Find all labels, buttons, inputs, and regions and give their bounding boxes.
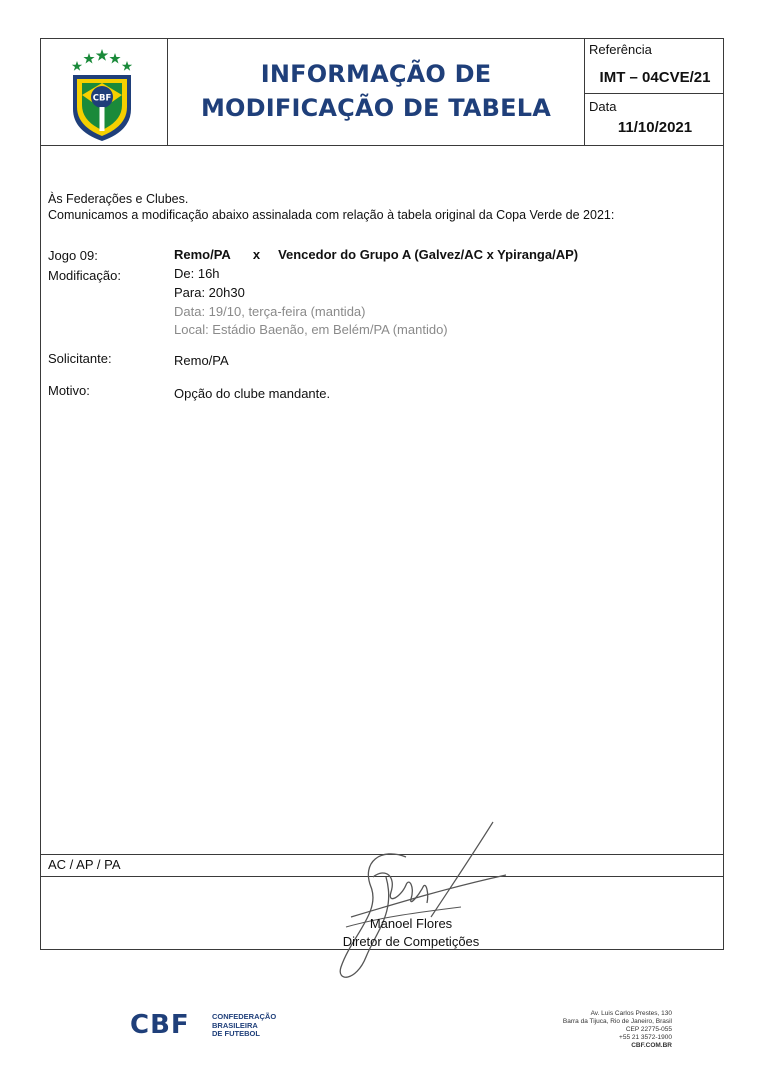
home-team: Remo/PA (174, 247, 231, 262)
distribution-states: AC / AP / PA (48, 857, 121, 872)
game-label: Jogo 09: (48, 248, 98, 263)
modification-date: Data: 19/10, terça-feira (mantida) (174, 304, 366, 319)
modification-label: Modificação: (48, 268, 121, 283)
date-label: Data (589, 99, 617, 114)
address-line-2: Barra da Tijuca, Rio de Janeiro, Brasil (562, 1018, 672, 1025)
organization-name (212, 1013, 276, 1039)
intro-text (48, 191, 614, 223)
intro-line-1: Às Federações e Clubes. (48, 192, 189, 206)
cbf-crest-icon (67, 47, 137, 143)
org-line-2: BRASILEIRA (212, 1020, 258, 1030)
reference-date-divider (584, 93, 723, 94)
signature-icon (311, 817, 511, 987)
reference-value: IMT – 04CVE/21 (599, 69, 711, 86)
away-team: Vencedor do Grupo A (Galvez/AC x Ypiranga/AP) (278, 247, 579, 262)
footer-address (563, 1010, 672, 1050)
org-line-1: CONFEDERAÇÃO (212, 1012, 277, 1021)
org-line-3: DE FUTEBOL (212, 1029, 260, 1038)
modification-to: Para: 20h30 (174, 285, 245, 300)
modification-from: De: 16h (174, 266, 220, 281)
website-link[interactable]: CBF.COM.BR (631, 1042, 672, 1049)
signer-name: Manoel Flores (369, 916, 453, 931)
document-frame (40, 38, 724, 950)
requester-label: Solicitante: (48, 351, 112, 366)
address-line-4: +55 21 3572-1900 (619, 1034, 672, 1041)
requester-value: Remo/PA (174, 353, 229, 368)
reason-label: Motivo: (48, 383, 90, 398)
page-title (168, 57, 584, 125)
game-matchup (174, 246, 578, 264)
reference-label: Referência (589, 42, 652, 57)
address-line-1: Av. Luis Carlos Prestes, 130 (590, 1010, 672, 1017)
address-line-3: CEP 22775-055 (625, 1026, 672, 1033)
title-line-2: MODIFICAÇÃO DE TABELA (200, 94, 552, 122)
date-value: 11/10/2021 (617, 119, 693, 136)
intro-line-2: Comunicamos a modificação abaixo assinalada com relação à tabela original da Copa Verde de 2021: (48, 208, 615, 222)
modification-venue: Local: Estádio Baenão, em Belém/PA (mantido) (174, 322, 448, 337)
signer-role: Diretor de Competições (342, 934, 480, 949)
versus-marker: x (252, 247, 261, 262)
cbf-logo-mark: CBF (130, 1010, 190, 1040)
reason-value: Opção do clube mandante. (174, 386, 331, 401)
header-bottom-line (41, 145, 723, 146)
crest-text: CBF (92, 93, 112, 104)
title-line-1: INFORMAÇÃO DE (260, 60, 492, 88)
